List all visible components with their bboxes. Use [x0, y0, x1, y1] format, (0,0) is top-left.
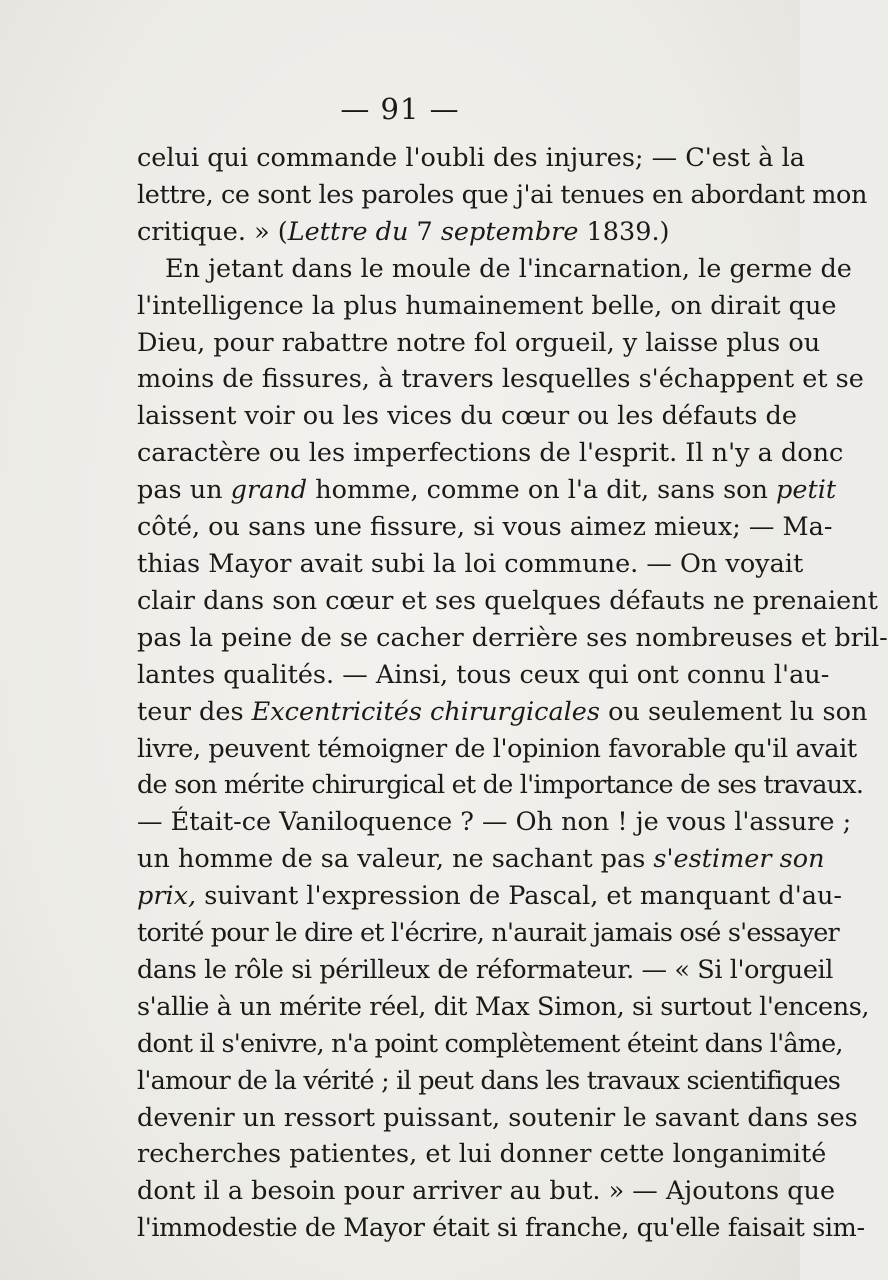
- italic-text: petit: [776, 475, 837, 506]
- text-segment: caractère ou les imperfections de l'esprit. Il n'y a donc: [137, 438, 844, 469]
- text-segment: — Était-ce Vaniloquence ? — Oh non ! je vous l'assure ;: [137, 807, 852, 838]
- text-line: [137, 1026, 843, 1063]
- text-segment: En jetant dans le moule de l'incarnation, le germe de: [165, 253, 852, 284]
- text-line: [137, 361, 864, 398]
- text-segment: thias Mayor avait subi la loi commune. — On voyait: [137, 548, 804, 579]
- text-segment: celui qui commande l'oubli des injures; — C'est à la: [137, 143, 805, 173]
- text-segment: pas la peine de se cacher derrière ses nombreuses et bril-: [137, 622, 888, 653]
- text-segment: 1839.): [578, 216, 670, 247]
- text-line: [137, 583, 878, 620]
- text-segment: s'allie à un mérite réel, dit Max Simon, si surtout l'encens,: [137, 991, 870, 1022]
- italic-text: Lettre du: [287, 216, 409, 247]
- text-segment: dans le rôle si périlleux de réformateur. — « Si l'orgueil: [137, 954, 834, 985]
- text-line: [137, 878, 842, 915]
- text-segment: homme, comme on l'a dit, sans son: [307, 475, 777, 506]
- italic-text: Excentricités chirurgicales: [251, 696, 600, 727]
- text-segment: dont il a besoin pour arriver au but. » — Ajoutons que: [137, 1176, 836, 1207]
- text-segment: un homme de sa valeur, ne sachant pas: [137, 844, 654, 875]
- page-number: — 91 —: [340, 92, 460, 126]
- text-segment: clair dans son cœur et ses quelques défauts ne prenaient: [137, 585, 878, 616]
- text-line: [137, 472, 837, 509]
- text-segment: critique. » (: [137, 216, 288, 247]
- text-line: [137, 952, 834, 989]
- text-line: [137, 989, 870, 1026]
- text-line: [137, 1136, 827, 1173]
- text-line: [137, 915, 839, 952]
- body-text: [137, 140, 888, 1247]
- italic-text: s'estimer son: [653, 844, 825, 875]
- text-line: [137, 140, 805, 177]
- text-line: [137, 1100, 858, 1137]
- text-segment: torité pour le dire et l'écrire, n'aurait jamais osé s'essayer: [137, 918, 839, 949]
- text-line: [137, 509, 833, 546]
- text-line: [137, 214, 765, 251]
- text-line: [137, 1063, 841, 1100]
- text-segment: côté, ou sans une fissure, si vous aimez mieux; — Ma-: [137, 512, 833, 543]
- text-line: [137, 731, 857, 768]
- text-segment: laissent voir ou les vices du cœur ou les défauts de: [137, 401, 797, 432]
- text-segment: l'intelligence la plus humainement belle, on dirait que: [137, 290, 837, 321]
- italic-text: grand: [230, 475, 308, 506]
- italic-text: septembre: [440, 216, 579, 247]
- text-segment: recherches patientes, et lui donner cette longanimité: [137, 1139, 827, 1170]
- text-segment: suivant l'expression de Pascal, et manquant d'au-: [196, 881, 842, 912]
- text-line: [137, 435, 844, 472]
- text-line: [137, 177, 868, 214]
- text-segment: l'immodestie de Mayor était si franche, qu'elle faisait sim-: [137, 1213, 865, 1244]
- text-line: [137, 251, 852, 288]
- text-segment: lantes qualités. — Ainsi, tous ceux qui ont connu l'au-: [137, 659, 830, 690]
- text-line: [137, 1173, 836, 1210]
- text-segment: pas un: [137, 475, 231, 506]
- text-segment: lettre, ce sont les paroles que j'ai tenues en abordant mon: [137, 179, 868, 210]
- text-line: [137, 1210, 865, 1247]
- text-line: [137, 657, 830, 694]
- text-line: [137, 767, 864, 804]
- text-segment: teur des: [137, 696, 252, 727]
- text-segment: Dieu, pour rabattre notre fol orgueil, y laisse plus ou: [137, 327, 821, 358]
- text-line: [137, 804, 852, 841]
- text-segment: moins de fissures, à travers lesquelles s'échappent et se: [137, 364, 864, 395]
- text-line: [137, 620, 888, 657]
- text-segment: l'amour de la vérité ; il peut dans les travaux scientifiques: [137, 1065, 841, 1096]
- text-segment: de son mérite chirurgical et de l'importance de ses travaux.: [137, 770, 864, 801]
- text-line: [137, 325, 821, 362]
- italic-text: prix,: [137, 881, 197, 912]
- text-line: [137, 546, 804, 583]
- text-segment: dont il s'enivre, n'a point complètement éteint dans l'âme,: [137, 1028, 843, 1059]
- text-segment: livre, peuvent témoigner de l'opinion favorable qu'il avait: [137, 733, 857, 764]
- text-line: [137, 398, 797, 435]
- text-line: [137, 288, 837, 325]
- text-segment: devenir un ressort puissant, soutenir le savant dans ses: [137, 1102, 858, 1133]
- text-segment: 7: [408, 216, 441, 247]
- text-segment: ou seulement lu son: [599, 696, 868, 727]
- text-line: [137, 694, 868, 731]
- text-line: [137, 841, 825, 878]
